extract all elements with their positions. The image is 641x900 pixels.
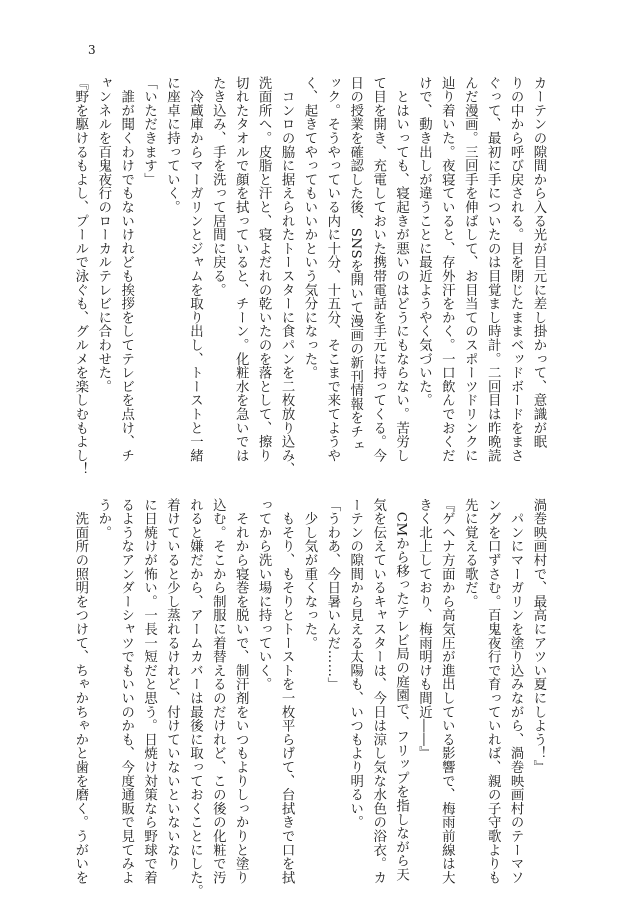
text-line: もそり、もそりとトーストを一枚平らげて、台拭きで口を拭 — [279, 498, 295, 885]
text-line: 少し気が重くなった。 — [301, 498, 317, 650]
lower-text-block — [72, 498, 549, 899]
text-line: ってから洗い場に持っていく。 — [256, 498, 272, 692]
text-line: それから寝巻を脱いで、制汗剤をいつもよりしっかりと塗り — [233, 498, 249, 885]
text-line: 『ゲヘナ方面から高気圧が進出している影響で、梅雨前線は大 — [439, 498, 455, 885]
text-line: 先に覚える歌だ。 — [462, 498, 478, 609]
text-line: たき込み、手を洗って居間に戻る。 — [210, 76, 226, 297]
text-line: く、起きてやってもいいかという気分になった。 — [301, 76, 317, 380]
text-line: 「うわあ、今日暑いんだ……」 — [324, 498, 340, 692]
page-number: 3 — [88, 43, 96, 57]
text-line: けで、動き出しが違うことに最近ようやく気づいた。 — [416, 76, 432, 408]
text-line: 切れたタオルで顔を拭っていると、チーン。化粧水を急いでは — [233, 76, 249, 463]
text-line: 込む。そこから制服に着替えるのだけれど、この後の化粧で汚 — [210, 498, 226, 885]
text-line: 誰が聞くわけでもないけれども挨拶をしてテレビを点け、チ — [118, 76, 134, 463]
text-line: パンにマーガリンを塗り込みながら、渦巻映画村のテーマソ — [508, 498, 524, 885]
text-line: て目を開き、充電しておいた携帯電話を手元に持ってくる。今 — [370, 76, 386, 463]
text-line: れると嫌だから、アームカバーは最後に取っておくことにした。 — [187, 498, 203, 899]
upper-text-block — [72, 76, 549, 477]
text-line: うか。 — [95, 498, 111, 540]
text-line: CMから移ったテレビ局の庭園で、フリップを指しながら天 — [393, 498, 409, 882]
text-line: ーテンの隙間から見える太陽も、いつもより明るい。 — [347, 498, 363, 830]
text-line: 『野を駆けるもよし、プールで泳ぐも、グルメを楽しむもよし！ — [72, 76, 88, 477]
text-line: 「いただきます」 — [141, 76, 157, 187]
text-line: カーテンの隙間から入る光が目元に差し掛かって、意識が眠 — [531, 76, 546, 449]
text-line: とはいっても、寝起きが悪いのはどうにもならない。苦労し — [393, 76, 409, 463]
text-line: に日焼けが怖い。一長一短だと思う。日焼け対策なら野球で着 — [141, 498, 157, 885]
text-line: ぐって、最初に手についたのは目覚まし時計。二回目は昨晩読 — [485, 76, 501, 463]
text-line: んだ漫画。三回手を伸ばして、お目当てのスポーツドリンクに — [462, 76, 478, 463]
text-line: 洗面所の照明をつけて、ちゃかちゃかと歯を磨く。うがいを — [72, 498, 88, 885]
text-line: 洗面所へ。皮脂と汗と、寝よだれの乾いたのを落として、擦り — [256, 76, 272, 463]
text-line: 日の授業を確認した後、SNSを開いて漫画の新刊情報をチェ — [347, 76, 363, 453]
text-line: 気を伝えているキャスターは、今日は涼し気な水色の浴衣。カ — [370, 498, 386, 885]
text-line: に座卓に持っていく。 — [164, 76, 180, 214]
text-line: ック。そうやっている内に十分、十五分、そこまで来てようや — [324, 76, 340, 463]
text-line: 着けていると少し蒸れるけれど、付けていないといないなり — [164, 498, 180, 871]
text-line: きく北上しており、梅雨明けも間近――』 — [416, 498, 432, 761]
text-line: ャンネルを百鬼夜行のローカルテレビに合わせた。 — [95, 76, 111, 394]
text-line: るようなアンダーシャツでもいいのかも、今度通販で見てみよ — [118, 498, 134, 885]
text-line: りの中から呼び戻される。目を閉じたままベッドボードをまさ — [508, 76, 524, 463]
text-line: 辿り着いた。夜寝ていると、存外汗をかく。一口飲んでおくだ — [439, 76, 455, 463]
text-line: コンロの脇に据えられたトースターに食パンを二枚放り込み、 — [279, 76, 295, 477]
text-line: ングを口ずさむ。百鬼夜行で育っていれば、親の子守歌よりも — [485, 498, 501, 885]
text-line: 冷蔵庫からマーガリンとジャムを取り出し、トーストと一緒 — [187, 76, 203, 463]
text-line: 渦巻映画村で、最高にアツい夏にしよう！』 — [531, 498, 546, 774]
